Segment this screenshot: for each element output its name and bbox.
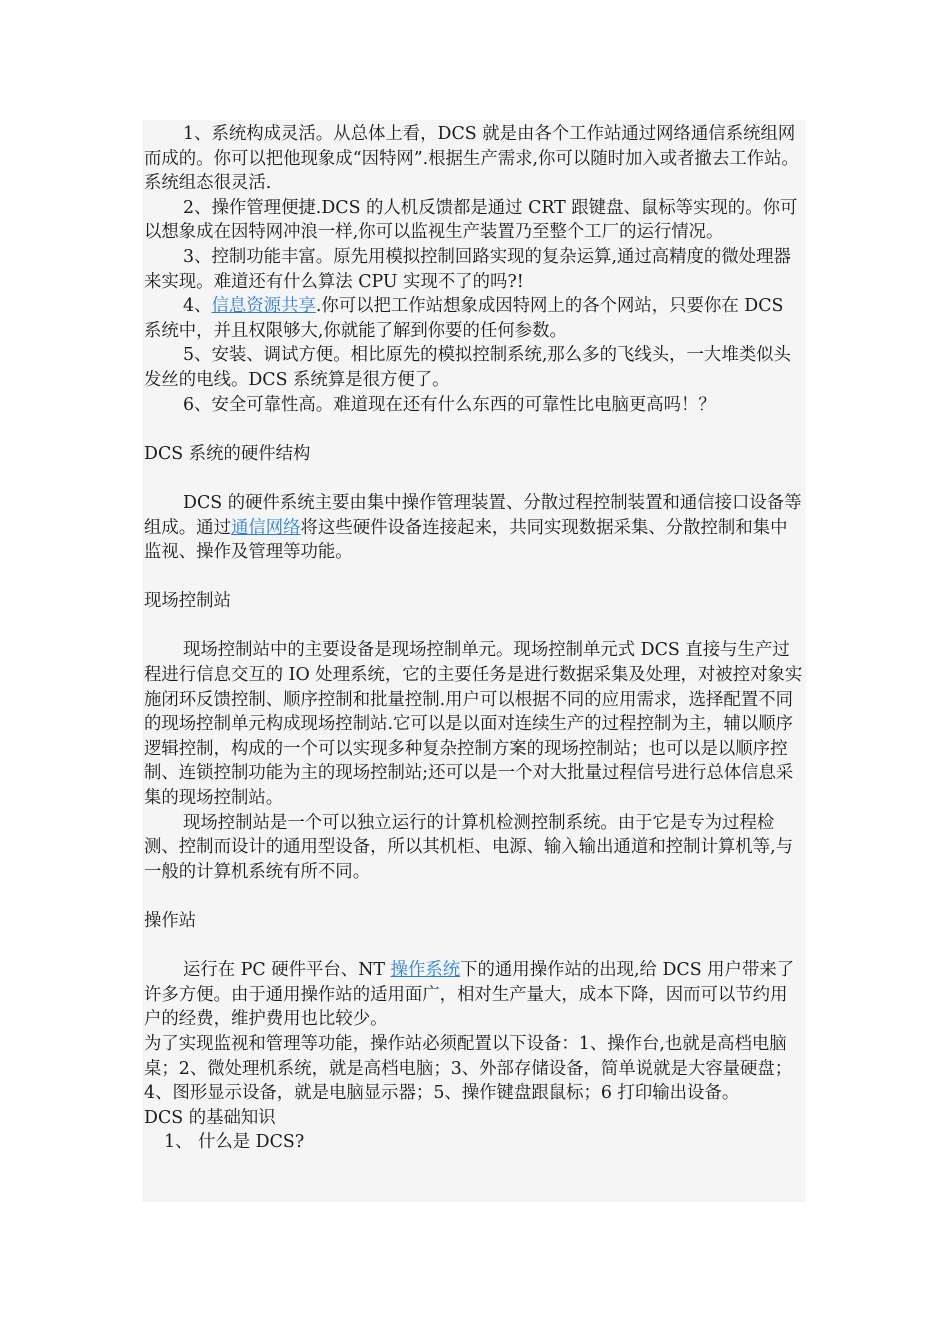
feature-1: 1、系统构成灵活。从总体上看，DCS 就是由各个工作站通过网络通信系统组网而成的。你可以把他现象成“因特网”.根据生产需求,你可以随时加入或者撤去工作站。系统组态很灵活. [144,124,799,194]
feature-3: 3、控制功能丰富。原先用模拟控制回路实现的复杂运算,通过高精度的微处理器来实现。难道还有什么算法 CPU 实现不了的吗?! [144,246,791,292]
basics-item-1: 1、 什么是 DCS? [164,1132,305,1153]
feature-6: 6、安全可靠性高。难道现在还有什么东西的可靠性比电脑更高吗！？ [183,394,716,415]
link-operating-system[interactable]: 操作系统 [390,960,461,981]
feature-4-prefix: 4、 [183,296,212,317]
field-station-paragraph-1: 现场控制站中的主要设备是现场控制单元。现场控制单元式 DCS 直接与生产过程进行信息交互的 IO 处理系统，它的主要任务是进行数据采集及处理，对被控对象实施闭环反馈控制、顺序控制和批量控制.用户可以根据不同的应用需求，选择配置不同的现场控制单元构成现场控制站.它可以是以面对连续生产的过程控制为主，辅以顺序逻辑控制，构成的一个可以实现多种复杂控制方案的现场控制站；也可以是以顺序控制、连锁控制功能为主的现场控制站;还可以是一个对大批量过程信号进行总体信息采集的现场控制站。 [144,640,803,809]
feature-4 [144,294,804,343]
link-information-sharing[interactable]: 信息资源共享 [211,296,316,317]
operator-station-paragraph-1 [144,958,804,1032]
feature-2: 2、操作管理便捷.DCS 的人机反馈都是通过 CRT 跟键盘、鼠标等实现的。你可以想象成在因特网冲浪一样,你可以监视生产装置乃至整个工厂的运行情况。 [144,197,798,243]
feature-5: 5、安装、调试方便。相比原先的模拟控制系统,那么多的飞线头，一大堆类似头发丝的电线。DCS 系统算是很方便了。 [144,345,791,390]
field-station-paragraph-2: 现场控制站是一个可以独立运行的计算机检测控制系统。由于它是专为过程检测、控制而设计的通用型设备，所以其机柜、电源、输入输出通道和控制计算机等,与一般的计算机系统有所不同。 [144,812,793,882]
feature-4-text: .你可以把工作站想象成因特网上的各个网站，只要你在 DCS 系统中，并且权限够大,你就能了解到你要的任何参数。 [144,296,784,341]
heading-hardware-structure: DCS 系统的硬件结构 [144,443,311,464]
hardware-text-after: 将这些硬件设备连接起来，共同实现数据采集、分散控制和集中监视、操作及管理等功能。 [144,517,788,563]
link-communication-network[interactable]: 通信网络 [230,517,301,538]
heading-field-control-station: 现场控制站 [144,591,231,612]
operator-text-before: 运行在 PC 硬件平台、NT [183,960,391,981]
heading-operator-station: 操作站 [144,911,197,931]
operator-station-paragraph-2: 为了实现监视和管理等功能，操作站必须配置以下设备：1、操作台,也就是高档电脑桌；2、微处理机系统，就是高档电脑；3、外部存储设备，简单说就是大容量硬盘；4、图形显示设备，就是电脑显示器；5、操作键盘跟鼠标；6 打印输出设备。 [144,1033,793,1104]
hardware-text-before: DCS 的硬件系统主要由集中操作管理装置、分散过程控制装置和通信接口设备等组成。通过 [144,492,802,538]
heading-dcs-basics: DCS 的基础知识 [144,1107,276,1128]
operator-text-after: 下的通用操作站的出现,给 DCS 用户带来了许多方便。由于通用操作站的适用面广，相对生产量大，成本下降，因而可以节约用户的经费，维护费用也比较少。 [144,960,795,1030]
document-body [144,122,804,1155]
hardware-paragraph [144,491,804,565]
